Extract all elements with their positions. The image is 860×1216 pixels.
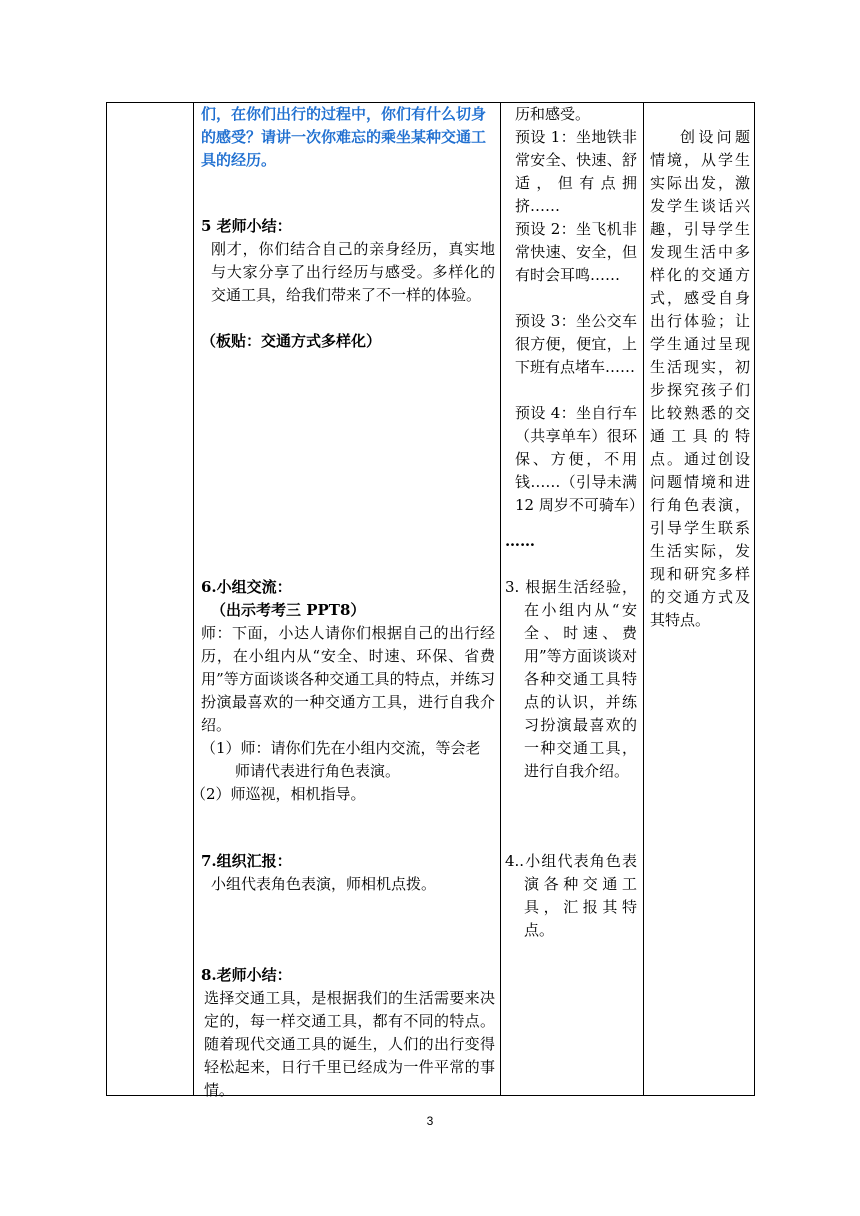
section-5-body: 刚才，你们结合自己的亲身经历，真实地与大家分享了出行经历与感受。多样化的交通工具，给我们带来了不一样的体验。 — [211, 240, 495, 304]
stage-column-cell — [107, 103, 194, 1096]
student-intro: 历和感受。 — [515, 105, 591, 123]
student-activity-cell — [501, 103, 644, 1096]
section-6-item-1: （1）师：请你们先在小组内交流，等会老师请代表进行角色表演。 — [201, 739, 481, 780]
design-intent-text: 创设问题情境，从学生实际出发，激发学生谈话兴趣，引导学生发现生活中多样化的交通方式，感受自身出行体验；让学生通过呈现生活现实，初步探究孩子们比较熟悉的交通工具的特点。通过创设问题情境和进行角色表演，引导学生联系生活实际，发现和研究多样的交通方式及其特点。 — [650, 128, 750, 629]
section-8-heading: 8.老师小结： — [201, 966, 292, 984]
student-item-4: 4..小组代表角色表演各种交通工具，汇报其特点。 — [505, 852, 637, 939]
preset-1: 预设 1：坐地铁非常安全、快速、舒适，但有点拥挤…… — [515, 128, 637, 215]
page-number: 3 — [426, 1114, 434, 1128]
section-6-item-2: （2）师巡视，相机指导。 — [191, 785, 366, 803]
student-item-3: 3. 根据生活经验，在小组内从“安全、时速、费用”等方面谈谈对各种交通工具特点的认识，并练习扮演最喜欢的一种交通工具，进行自我介绍。 — [505, 578, 637, 780]
teacher-activity-cell — [191, 103, 501, 1099]
section-6-ppt: （出示考考三 PPT8） — [211, 601, 366, 619]
table-row — [107, 103, 755, 1096]
preset-3: 预设 3：坐公交车很方便，便宜，上下班有点堵车…… — [515, 312, 637, 376]
section-7-body: 小组代表角色表演，师相机点拨。 — [211, 875, 437, 893]
section-6-heading: 6.小组交流： — [201, 578, 292, 596]
design-intent-cell — [644, 103, 755, 1096]
preset-2: 预设 2：坐飞机非常快速、安全，但有时会耳鸣…… — [515, 220, 637, 284]
board-note: （板贴：交通方式多样化） — [201, 332, 382, 350]
ellipsis: …… — [505, 532, 535, 550]
lesson-plan-table — [106, 102, 755, 1099]
section-5-heading: 5 老师小结： — [201, 217, 292, 235]
section-6-body: 师：下面，小达人请你们根据自己的出行经历，在小组内从“安全、时速、环保、省费用”等方面谈谈各种交通工具的特点，并练习扮演最喜欢的一种交通方工具，进行自我介绍。 — [201, 624, 495, 734]
section-7-heading: 7.组织汇报： — [201, 852, 292, 870]
question-text: 们，在你们出行的过程中，你们有什么切身的感受？请讲一次你难忘的乘坐某种交通工具的经历。 — [201, 105, 487, 169]
preset-4: 预设 4：坐自行车（共享单车）很环保、方便，不用钱……（引导未满 12 周岁不可骑车） — [515, 404, 644, 514]
section-8-body: 选择交通工具，是根据我们的生活需要来决定的，每一样交通工具，都有不同的特点。随着现代交通工具的诞生，人们的出行变得轻松起来，日行千里已经成为一件平常的事情。 — [204, 989, 495, 1099]
